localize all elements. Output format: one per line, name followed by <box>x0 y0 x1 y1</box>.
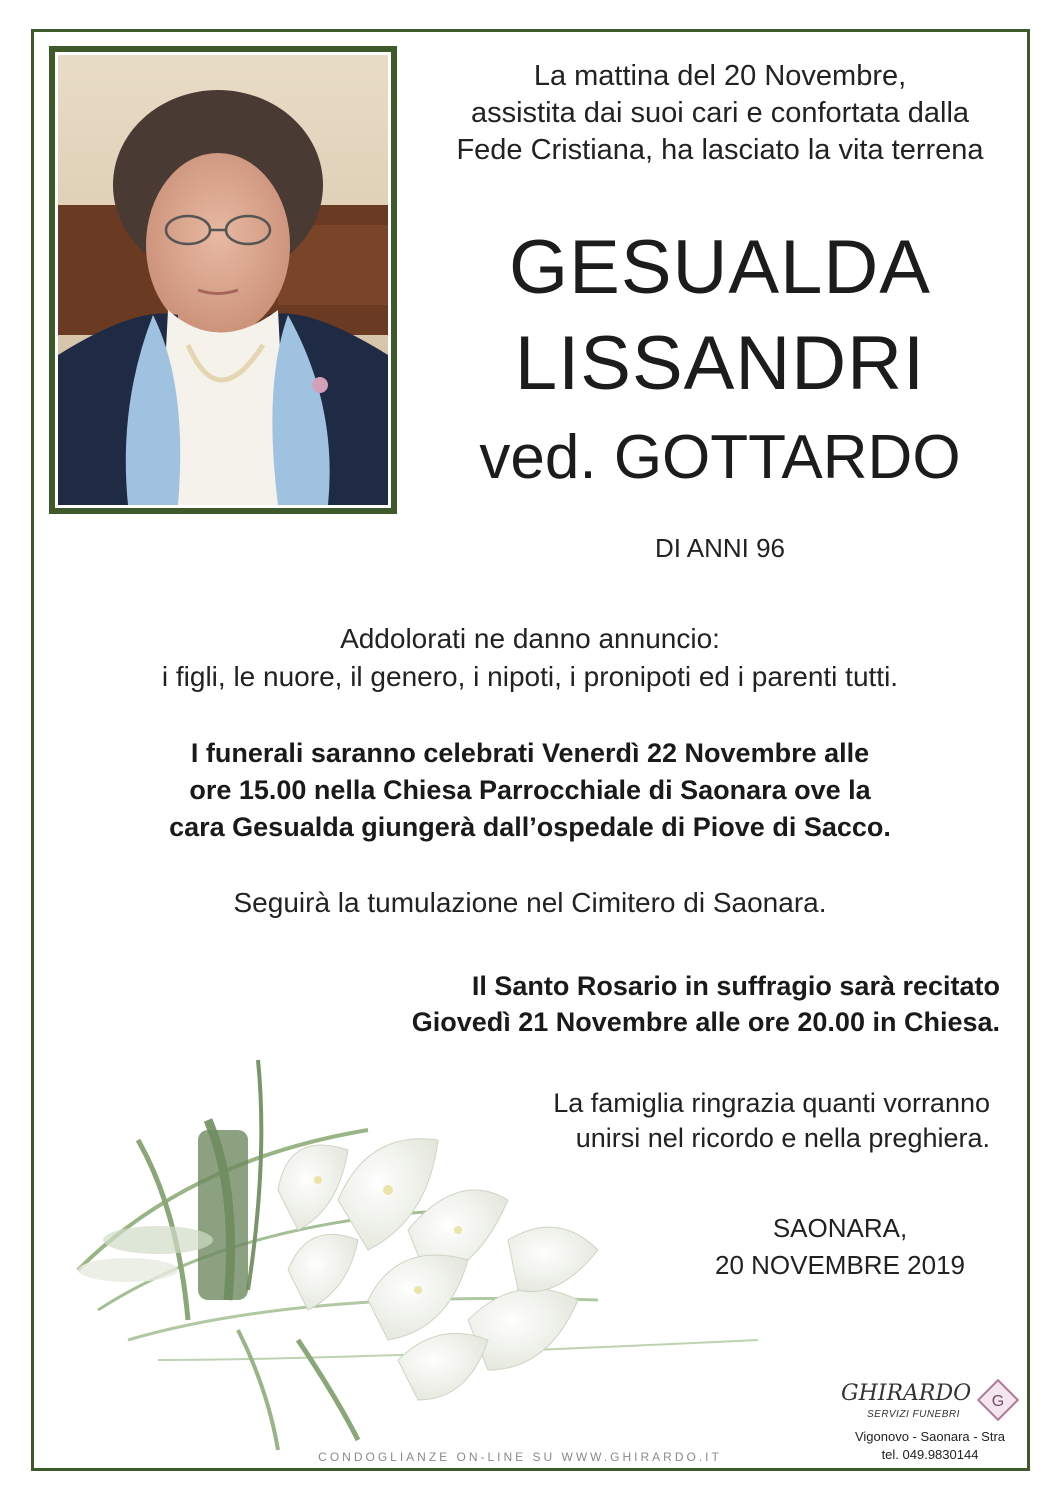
logo-towns: Vigonovo - Saonara - Stra <box>854 1429 1006 1444</box>
portrait-photo <box>58 55 388 505</box>
logo-name: GHIRARDO <box>841 1381 972 1406</box>
logo-phone: tel. 049.9830144 <box>881 1447 979 1462</box>
logo-subtitle: SERVIZI FUNEBRI <box>867 1409 960 1420</box>
funeral-home-logo <box>835 1375 1025 1465</box>
logo-mark-letter: G <box>991 1393 1005 1410</box>
funeral-details <box>60 735 1000 846</box>
announcement <box>60 620 1000 696</box>
rosary-details <box>300 968 1000 1040</box>
funeral-line-2: ore 15.00 nella Chiesa Parrocchiale di Saonara ove la <box>189 775 871 805</box>
rosary-line-1: Il Santo Rosario in suffragio sarà recitato <box>471 971 1000 1001</box>
funeral-line-1: I funerali saranno celebrati Venerdì 22 Novembre alle <box>190 738 870 768</box>
date: 20 NOVEMBRE 2019 <box>714 1250 965 1280</box>
announcement-line-2: i figli, le nuore, il genero, i nipoti, i pronipoti ed i parenti tutti. <box>161 661 899 692</box>
thanks-line-1: La famiglia ringrazia quanti vorranno <box>553 1088 990 1118</box>
funeral-line-3: cara Gesualda giungerà dall’ospedale di Piove di Sacco. <box>169 812 891 842</box>
logo-diamond-icon <box>975 1377 1021 1423</box>
intro-line-2: assistita dai suoi cari e confortata dalla <box>470 97 970 129</box>
rosary-line-2: Giovedì 21 Novembre alle ore 20.00 in Chiesa. <box>411 1007 1000 1037</box>
intro-line-3: Fede Cristiana, ha lasciato la vita terrena <box>456 134 984 166</box>
announcement-line-1: Addolorati ne danno annuncio: <box>340 623 720 654</box>
intro-line-1: La mattina del 20 Novembre, <box>533 60 907 92</box>
thanks-line-2: unirsi nel ricordo e nella preghiera. <box>575 1123 990 1153</box>
portrait-photo-frame <box>49 46 397 514</box>
burial-details: Seguirà la tumulazione nel Cimitero di Saonara. <box>233 887 827 918</box>
deceased-widow-of: ved. GOTTARDO <box>479 423 961 492</box>
online-condolences-link[interactable]: CONDOGLIANZE ON-LINE SU WWW.GHIRARDO.IT <box>318 1450 722 1464</box>
deceased-last-name: LISSANDRI <box>514 321 926 406</box>
deceased-first-name: GESUALDA <box>509 225 931 310</box>
intro-text <box>420 58 1020 169</box>
place-and-date <box>680 1210 1000 1284</box>
family-thanks <box>490 1086 990 1156</box>
deceased-age: DI ANNI 96 <box>654 533 786 563</box>
place: SAONARA, <box>772 1213 908 1243</box>
